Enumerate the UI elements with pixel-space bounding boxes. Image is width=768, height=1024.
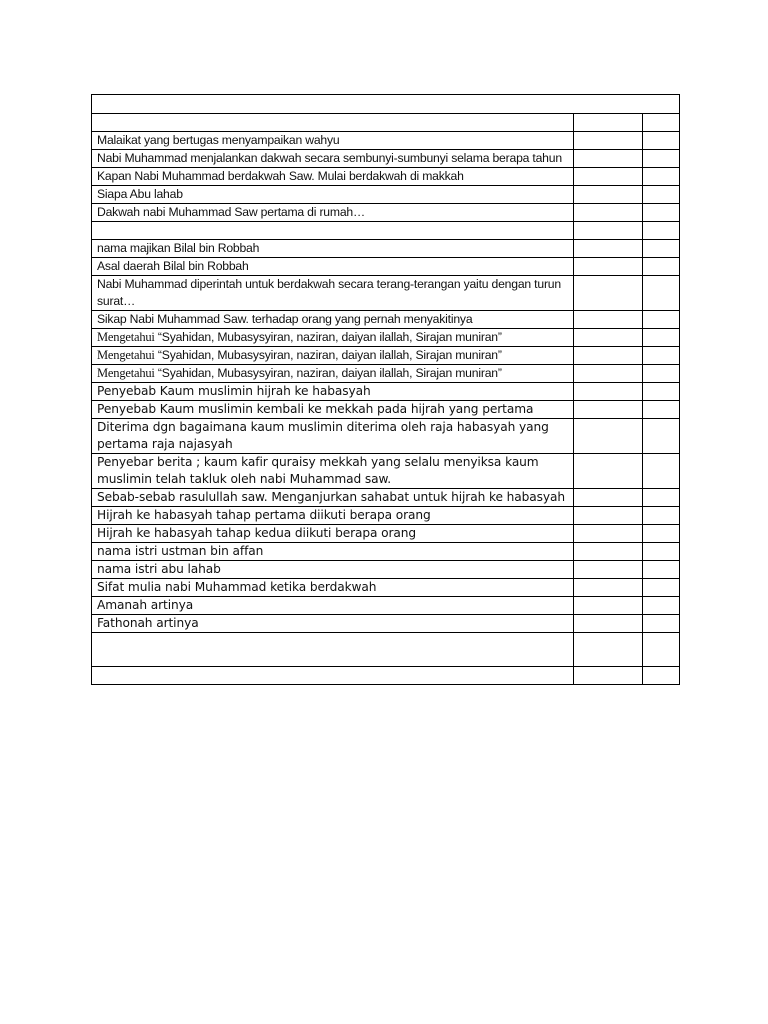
header-cell bbox=[92, 95, 680, 114]
score-cell[interactable] bbox=[643, 276, 680, 311]
question-text: Asal daerah Bilal bin Robbah bbox=[97, 259, 249, 273]
question-text: Nabi Muhammad menjalankan dakwah secara sembunyi-sumbunyi selama berapa tahun bbox=[97, 151, 562, 165]
answer-cell[interactable] bbox=[574, 525, 643, 543]
question-row bbox=[92, 401, 680, 419]
question-cell bbox=[92, 311, 574, 329]
score-cell[interactable] bbox=[643, 419, 680, 454]
question-row bbox=[92, 489, 680, 507]
score-cell[interactable] bbox=[643, 633, 680, 667]
score-cell[interactable] bbox=[643, 347, 680, 365]
question-row bbox=[92, 329, 680, 347]
question-text: Amanah artinya bbox=[97, 598, 194, 612]
question-text: nama istri abu lahab bbox=[97, 562, 221, 576]
question-lead-word: Mengetahui bbox=[97, 366, 155, 380]
score-cell[interactable] bbox=[643, 383, 680, 401]
question-row bbox=[92, 186, 680, 204]
score-cell[interactable] bbox=[643, 132, 680, 150]
question-cell bbox=[92, 419, 574, 454]
question-cell bbox=[92, 383, 574, 401]
question-cell bbox=[92, 132, 574, 150]
answer-cell[interactable] bbox=[574, 507, 643, 525]
question-row bbox=[92, 615, 680, 633]
score-cell[interactable] bbox=[643, 204, 680, 222]
answer-cell[interactable] bbox=[574, 561, 643, 579]
question-row bbox=[92, 258, 680, 276]
question-cell bbox=[92, 454, 574, 489]
score-cell[interactable] bbox=[643, 615, 680, 633]
score-cell[interactable] bbox=[643, 579, 680, 597]
answer-cell[interactable] bbox=[574, 597, 643, 615]
score-cell[interactable] bbox=[643, 667, 680, 685]
answer-cell[interactable] bbox=[574, 454, 643, 489]
answer-cell[interactable] bbox=[574, 186, 643, 204]
question-row bbox=[92, 597, 680, 615]
answer-cell[interactable] bbox=[574, 579, 643, 597]
question-row bbox=[92, 347, 680, 365]
question-cell bbox=[92, 401, 574, 419]
question-row bbox=[92, 507, 680, 525]
answer-cell[interactable] bbox=[574, 401, 643, 419]
answer-cell[interactable] bbox=[574, 667, 643, 685]
answer-cell[interactable] bbox=[574, 240, 643, 258]
blank-row bbox=[92, 633, 680, 667]
score-cell[interactable] bbox=[643, 525, 680, 543]
score-cell[interactable] bbox=[643, 401, 680, 419]
question-text: Fathonah artinya bbox=[97, 616, 199, 630]
question-row bbox=[92, 204, 680, 222]
question-cell bbox=[92, 615, 574, 633]
question-cell bbox=[92, 150, 574, 168]
question-text: “Syahidan, Mubasysyiran, naziran, daiyan ilallah, Sirajan muniran” bbox=[154, 330, 502, 344]
answer-cell[interactable] bbox=[574, 347, 643, 365]
question-cell bbox=[92, 347, 574, 365]
question-row bbox=[92, 525, 680, 543]
question-cell bbox=[92, 507, 574, 525]
question-row bbox=[92, 240, 680, 258]
question-text: “Syahidan, Mubasysyiran, naziran, daiyan ilallah, Sirajan muniran” bbox=[154, 348, 502, 362]
question-lead-word: Mengetahui bbox=[97, 348, 155, 362]
score-cell[interactable] bbox=[643, 561, 680, 579]
question-cell bbox=[92, 168, 574, 186]
question-text: “Syahidan, Mubasysyiran, naziran, daiyan ilallah, Sirajan muniran” bbox=[154, 366, 502, 380]
question-cell bbox=[92, 186, 574, 204]
answer-cell[interactable] bbox=[574, 132, 643, 150]
question-cell bbox=[92, 543, 574, 561]
question-text: Penyebab Kaum muslimin hijrah ke habasyah bbox=[97, 384, 371, 398]
blank-row bbox=[92, 667, 680, 685]
answer-cell[interactable] bbox=[574, 419, 643, 454]
question-cell bbox=[92, 597, 574, 615]
question-cell bbox=[92, 276, 574, 311]
worksheet-table bbox=[91, 94, 680, 685]
question-cell bbox=[92, 489, 574, 507]
question-row bbox=[92, 579, 680, 597]
question-cell bbox=[92, 114, 574, 132]
score-cell[interactable] bbox=[643, 311, 680, 329]
score-cell[interactable] bbox=[643, 168, 680, 186]
question-text: nama istri ustman bin affan bbox=[97, 544, 264, 558]
blank-row bbox=[92, 222, 680, 240]
question-text: nama majikan Bilal bin Robbah bbox=[97, 241, 260, 255]
question-row bbox=[92, 150, 680, 168]
score-cell[interactable] bbox=[643, 489, 680, 507]
question-row bbox=[92, 543, 680, 561]
answer-cell[interactable] bbox=[574, 222, 643, 240]
score-cell[interactable] bbox=[643, 114, 680, 132]
question-row bbox=[92, 132, 680, 150]
question-text: Hijrah ke habasyah tahap kedua diikuti berapa orang bbox=[97, 526, 417, 540]
answer-cell[interactable] bbox=[574, 258, 643, 276]
score-cell[interactable] bbox=[643, 222, 680, 240]
question-cell bbox=[92, 667, 574, 685]
answer-cell[interactable] bbox=[574, 543, 643, 561]
answer-cell[interactable] bbox=[574, 150, 643, 168]
question-cell bbox=[92, 240, 574, 258]
question-text: Sifat mulia nabi Muhammad ketika berdakwah bbox=[97, 580, 377, 594]
answer-cell[interactable] bbox=[574, 489, 643, 507]
score-cell[interactable] bbox=[643, 597, 680, 615]
question-cell bbox=[92, 222, 574, 240]
question-row bbox=[92, 365, 680, 383]
question-text: Malaikat yang bertugas menyampaikan wahyu bbox=[97, 133, 340, 147]
question-text: Dakwah nabi Muhammad Saw pertama di rumah… bbox=[97, 205, 365, 219]
question-cell bbox=[92, 579, 574, 597]
question-row bbox=[92, 454, 680, 489]
score-cell[interactable] bbox=[643, 150, 680, 168]
score-cell[interactable] bbox=[643, 454, 680, 489]
answer-cell[interactable] bbox=[574, 615, 643, 633]
score-cell[interactable] bbox=[643, 186, 680, 204]
question-cell bbox=[92, 258, 574, 276]
question-cell bbox=[92, 633, 574, 667]
header-row bbox=[92, 95, 680, 114]
question-row bbox=[92, 561, 680, 579]
score-cell[interactable] bbox=[643, 507, 680, 525]
question-cell bbox=[92, 329, 574, 347]
question-text: Sebab-sebab rasulullah saw. Menganjurkan sahabat untuk hijrah ke habasyah bbox=[97, 490, 566, 504]
question-cell bbox=[92, 561, 574, 579]
answer-cell[interactable] bbox=[574, 365, 643, 383]
question-text: Diterima dgn bagaimana kaum muslimin diterima oleh raja habasyah yang pertama raja najasyah bbox=[97, 420, 549, 451]
answer-cell[interactable] bbox=[574, 276, 643, 311]
score-cell[interactable] bbox=[643, 365, 680, 383]
question-text: Hijrah ke habasyah tahap pertama diikuti berapa orang bbox=[97, 508, 431, 522]
question-text: Penyebab Kaum muslimin kembali ke mekkah pada hijrah yang pertama bbox=[97, 402, 534, 416]
answer-cell[interactable] bbox=[574, 633, 643, 667]
answer-cell[interactable] bbox=[574, 168, 643, 186]
question-row bbox=[92, 168, 680, 186]
question-row bbox=[92, 419, 680, 454]
score-cell[interactable] bbox=[643, 258, 680, 276]
question-cell bbox=[92, 204, 574, 222]
question-text: Kapan Nabi Muhammad berdakwah Saw. Mulai berdakwah di makkah bbox=[97, 169, 464, 183]
question-row bbox=[92, 383, 680, 401]
answer-cell[interactable] bbox=[574, 329, 643, 347]
score-cell[interactable] bbox=[643, 543, 680, 561]
question-cell bbox=[92, 525, 574, 543]
score-cell[interactable] bbox=[643, 240, 680, 258]
question-text: Penyebar berita ; kaum kafir quraisy mekkah yang selalu menyiksa kaum muslimin telah takluk oleh nabi Muhammad saw. bbox=[97, 455, 539, 486]
worksheet-body bbox=[92, 95, 680, 685]
answer-cell[interactable] bbox=[574, 383, 643, 401]
answer-cell[interactable] bbox=[574, 311, 643, 329]
score-cell[interactable] bbox=[643, 329, 680, 347]
question-lead-word: Mengetahui bbox=[97, 330, 155, 344]
question-cell bbox=[92, 365, 574, 383]
question-text: Nabi Muhammad diperintah untuk berdakwah secara terang-terangan yaitu dengan turun surat… bbox=[97, 277, 561, 308]
question-text: Sikap Nabi Muhammad Saw. terhadap orang yang pernah menyakitinya bbox=[97, 312, 473, 326]
blank-row bbox=[92, 114, 680, 132]
answer-cell[interactable] bbox=[574, 114, 643, 132]
question-text: Siapa Abu lahab bbox=[97, 187, 183, 201]
question-row bbox=[92, 276, 680, 311]
answer-cell[interactable] bbox=[574, 204, 643, 222]
question-row bbox=[92, 311, 680, 329]
